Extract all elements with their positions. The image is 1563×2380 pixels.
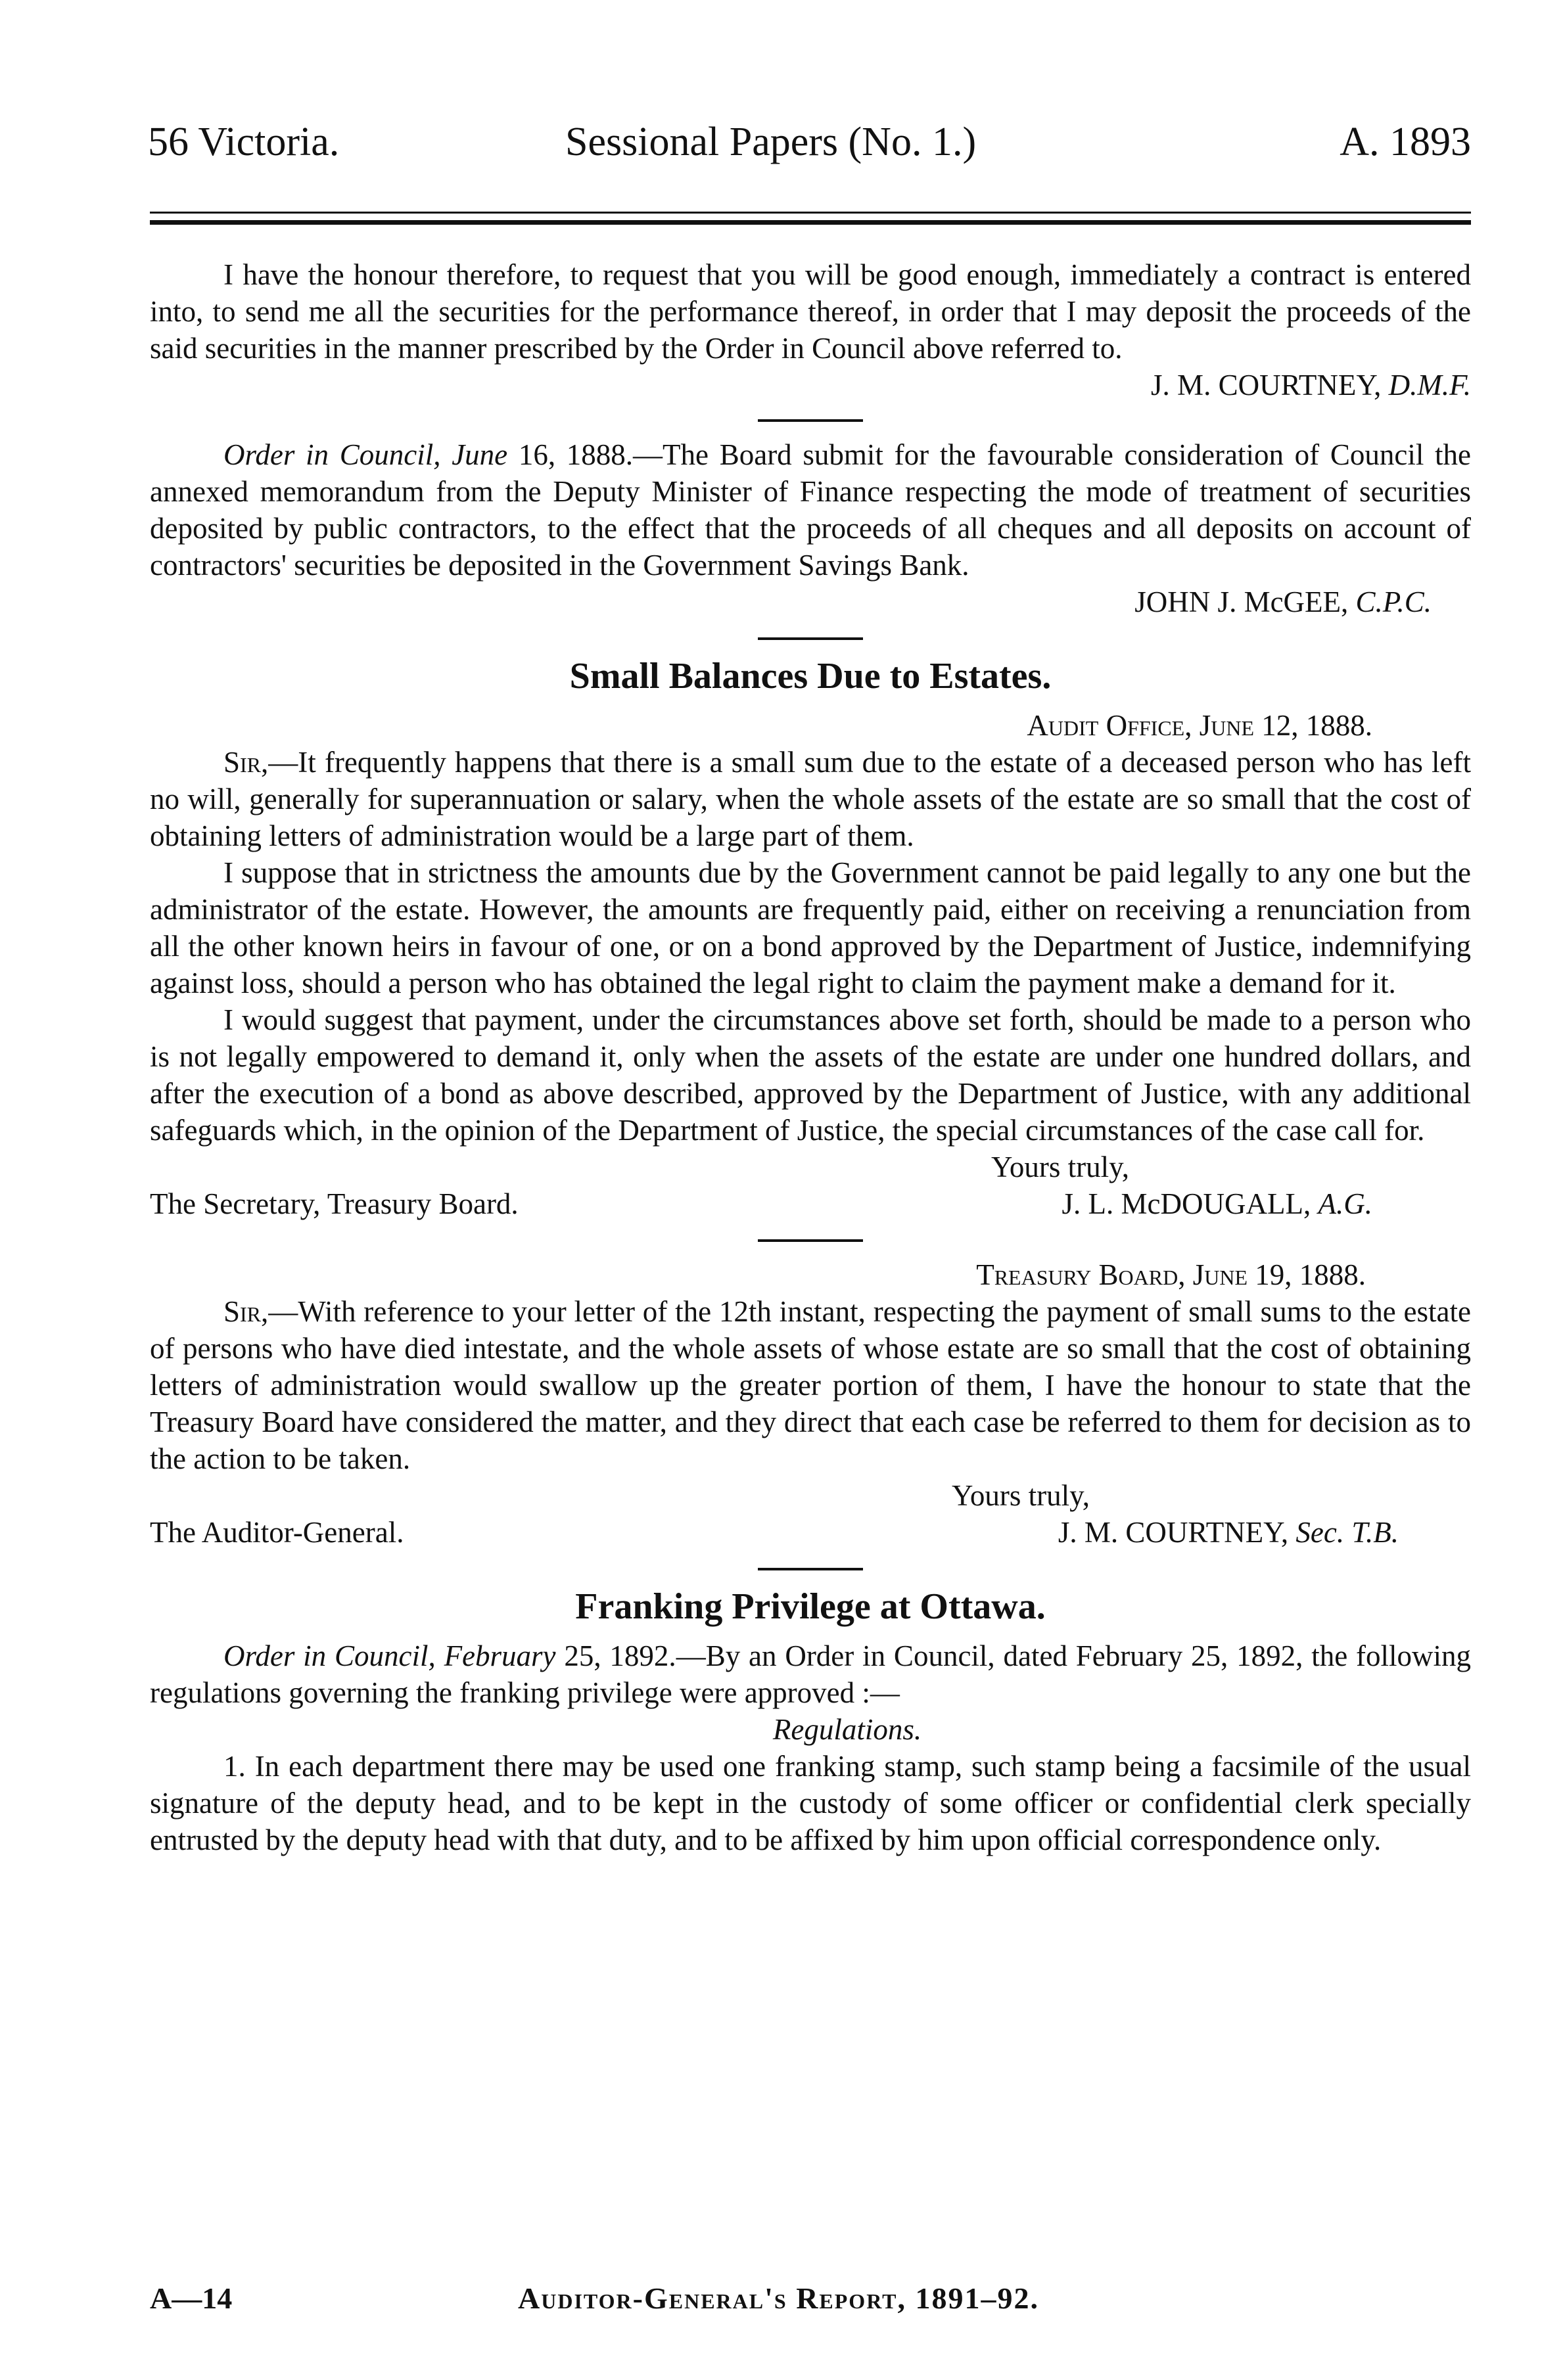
signature-name: J. M. COURTNEY, [1058, 1516, 1289, 1549]
audit-office-dateline: Audit Office, June 12, 1888. [1027, 709, 1372, 742]
letter-paragraph [150, 744, 1471, 854]
header-rule-thick [150, 220, 1471, 225]
closing: Yours truly, [991, 1151, 1129, 1183]
salutation: Sir, [223, 746, 269, 779]
regulations-heading: Regulations. [772, 1713, 922, 1746]
signature-title: Sec. T.B. [1295, 1516, 1399, 1549]
treasury-board-dateline: Treasury Board, June 19, 1888. [976, 1258, 1366, 1291]
signature-name: J. L. McDOUGALL, [1061, 1187, 1311, 1220]
separator-rule [758, 637, 863, 640]
order-in-council-1892 [150, 1637, 1471, 1711]
signature-mcgee [150, 584, 1471, 620]
order-text: —The Board submit for the favourable consideration of Council the annexed memorandum from the Deputy Minister of Finance respecting the mode of treatment of securities deposited by public contractors, to the effect that the proceeds of all cheques and all deposits on account of contractors' securities be deposited in the Government Savings Bank. [150, 438, 1472, 582]
separator-rule [758, 1568, 863, 1570]
letter-paragraph: I would suggest that payment, under the circumstances above set forth, should be made to a person who is not legally empowered to demand it, only when the assets of the estate are under one hundred dollars, and after the execution of a bond as above described, approved by the Department of Justice, with any additional safeguards which, in the opinion of the Department of Justice, the special circumstances of the case call for. [150, 1003, 1471, 1147]
regulation-item: 1. In each department there may be used one franking stamp, such stamp being a facsimile of the usual signature of the deputy head, and to be kept in the custody of some officer or confidential clerk specially entrusted by the deputy head with that duty, and to be affixed by him upon official correspondence only. [150, 1750, 1471, 1856]
signature-name: JOHN J. McGEE, [1134, 585, 1349, 618]
order-date: 16, 1888. [518, 438, 634, 471]
section-heading-small-balances: Small Balances Due to Estates. [569, 656, 1052, 697]
header-series: Sessional Papers (No. 1.) [565, 120, 977, 164]
signature-courtney [150, 367, 1471, 403]
footer-title: Auditor-General's Report, 1891–92. [518, 2281, 1040, 2315]
addressee: The Secretary, Treasury Board. [150, 1187, 519, 1220]
paragraph-text: —It frequently happens that there is a small sum due to the estate of a deceased person who has left no will, generally for superannuation or salary, when the whole assets of the estate are so small that the cost of obtaining letters of administration would be a large part of them. [150, 746, 1471, 852]
closing: Yours truly, [951, 1479, 1090, 1512]
signature-row [150, 1514, 1471, 1551]
signature-title: C.P.C. [1355, 585, 1432, 618]
order-month: June [452, 438, 508, 471]
order-in-council-1888 [150, 436, 1471, 584]
letter-paragraph: I have the honour therefore, to request that you will be good enough, immediately a contract is entered into, to send me all the securities for the performance thereof, in order that I may deposit the proceeds of the said securities in the manner prescribed by the Order in Council above referred to. [150, 258, 1471, 365]
letter-paragraph: I suppose that in strictness the amounts due by the Government cannot be paid legally to any one but the administrator of the estate. However, the amounts are frequently paid, either on receiving a renunciation from all the other known heirs in favour of one, or on a bond approved by the Department of Justice, indemnifying against loss, should a person who has obtained the legal right to claim the payment make a demand for it. [150, 856, 1471, 999]
order-text: —By an Order in Council, dated February 25, 1892, the following regulations governing the franking privilege were approved :— [150, 1639, 1471, 1709]
signature-name: J. M. COURTNEY, [1151, 369, 1382, 401]
signature-title: A.G. [1318, 1187, 1372, 1220]
order-month: February [444, 1639, 556, 1672]
header-year: A. 1893 [1340, 120, 1471, 164]
salutation: Sir, [223, 1295, 269, 1328]
separator-rule [758, 1239, 863, 1242]
signature-mcdougall [1062, 1185, 1471, 1222]
separator-rule [758, 419, 863, 422]
signature-title: D.M.F. [1388, 369, 1471, 401]
header-volume: 56 Victoria. [148, 120, 340, 164]
signature-row [150, 1185, 1471, 1222]
paragraph-text: —With reference to your letter of the 12th instant, respecting the payment of small sums to the estate of persons who have died intestate, and the whole assets of whose estate are so small that the cost of obtaining letters of administration would swallow up the greater portion of them, I have the honour to state that the Treasury Board have considered the matter, and they direct that each case be referred to them for decision as to the action to be taken. [150, 1295, 1471, 1475]
page-body [150, 256, 1471, 1858]
signature-courtney [1058, 1514, 1471, 1551]
header-rule-thin [150, 212, 1471, 214]
letter-paragraph [150, 1293, 1471, 1477]
addressee: The Auditor-General. [150, 1516, 404, 1549]
page-number: A—14 [150, 2281, 233, 2315]
order-date: 25, 1892. [564, 1639, 676, 1672]
section-heading-franking-privilege: Franking Privilege at Ottawa. [575, 1586, 1046, 1627]
order-label: Order in Council, [223, 1639, 436, 1672]
order-label: Order in Council, [223, 438, 441, 471]
